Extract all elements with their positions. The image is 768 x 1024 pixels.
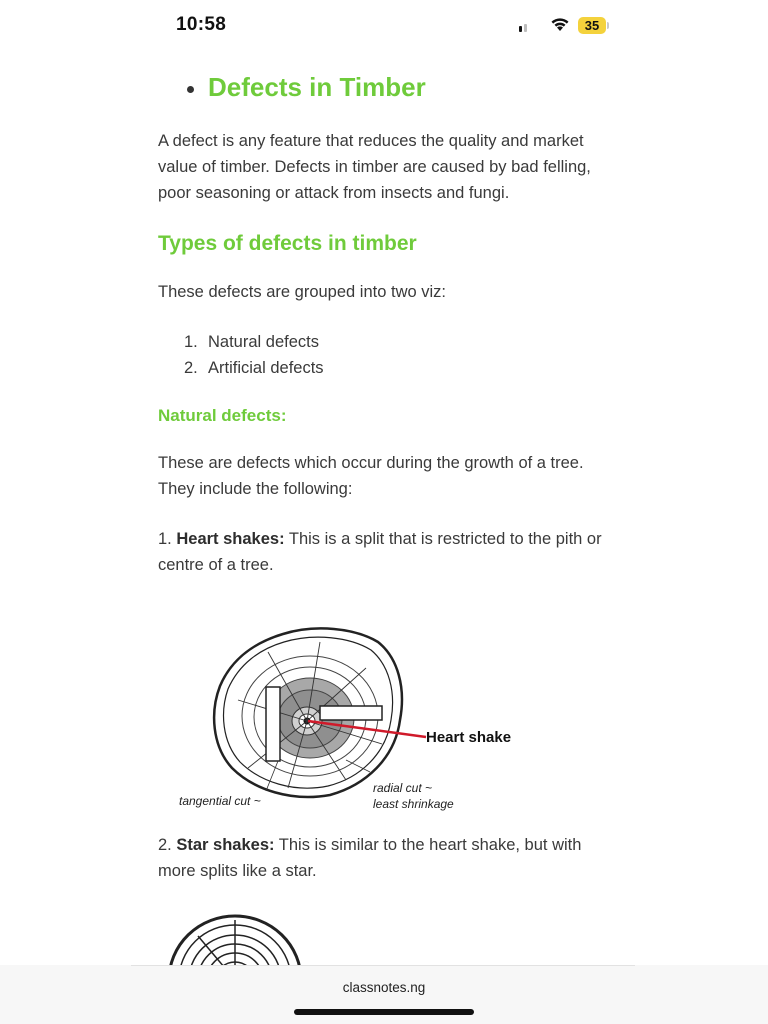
signal-icon: [519, 23, 529, 32]
list-item-number: 1.: [184, 333, 198, 351]
list-item: [184, 355, 324, 381]
list-item: [184, 329, 324, 355]
heart-shake-label: Heart shake: [426, 729, 512, 746]
least-shrinkage-label: least shrinkage: [373, 797, 454, 811]
star-shake-diagram: [160, 908, 310, 968]
natural-defects-heading: Natural defects:: [158, 406, 287, 425]
divider: [131, 965, 635, 966]
wifi-icon: [549, 16, 571, 32]
list-item-text: Natural defects: [208, 333, 319, 351]
star-shakes-paragraph: [158, 832, 618, 884]
item-text: This is a split that is restricted to the pith or centre of a tree.: [158, 530, 602, 574]
list-item-text: Artificial defects: [208, 359, 324, 377]
item-term: Heart shakes:: [176, 530, 285, 548]
status-bar: [0, 0, 768, 52]
types-heading: Types of defects in timber: [158, 232, 417, 255]
list-item-number: 2.: [184, 359, 198, 377]
page-title: Defects in Timber: [208, 72, 426, 102]
intro-paragraph: A defect is any feature that reduces the quality and market value of timber. Defects in timber are caused by bad felling, poor seasoning or attack from insects and fungi.: [158, 132, 591, 202]
item-number: 2.: [158, 836, 172, 854]
url-label[interactable]: classnotes.ng: [342, 980, 426, 995]
title-bullet: [187, 86, 194, 93]
status-time: 10:58: [176, 14, 227, 35]
home-indicator[interactable]: [294, 1009, 474, 1015]
grouped-paragraph: These defects are grouped into two viz:: [158, 283, 446, 301]
natural-defects-paragraph: These are defects which occur during the growth of a tree. They include the following:: [158, 454, 584, 498]
defects-list: [184, 329, 324, 381]
tangential-cut-label: tangential cut ~: [179, 794, 261, 808]
item-term: Star shakes:: [176, 836, 275, 854]
battery-icon: 35: [578, 17, 606, 34]
battery-cap: [607, 22, 609, 29]
item-number: 1.: [158, 530, 172, 548]
heart-shakes-paragraph: [158, 526, 618, 578]
heart-shake-diagram: [170, 620, 530, 815]
radial-cut-label: radial cut ~: [373, 781, 433, 795]
item-text: This is similar to the heart shake, but with more splits like a star.: [158, 836, 582, 880]
